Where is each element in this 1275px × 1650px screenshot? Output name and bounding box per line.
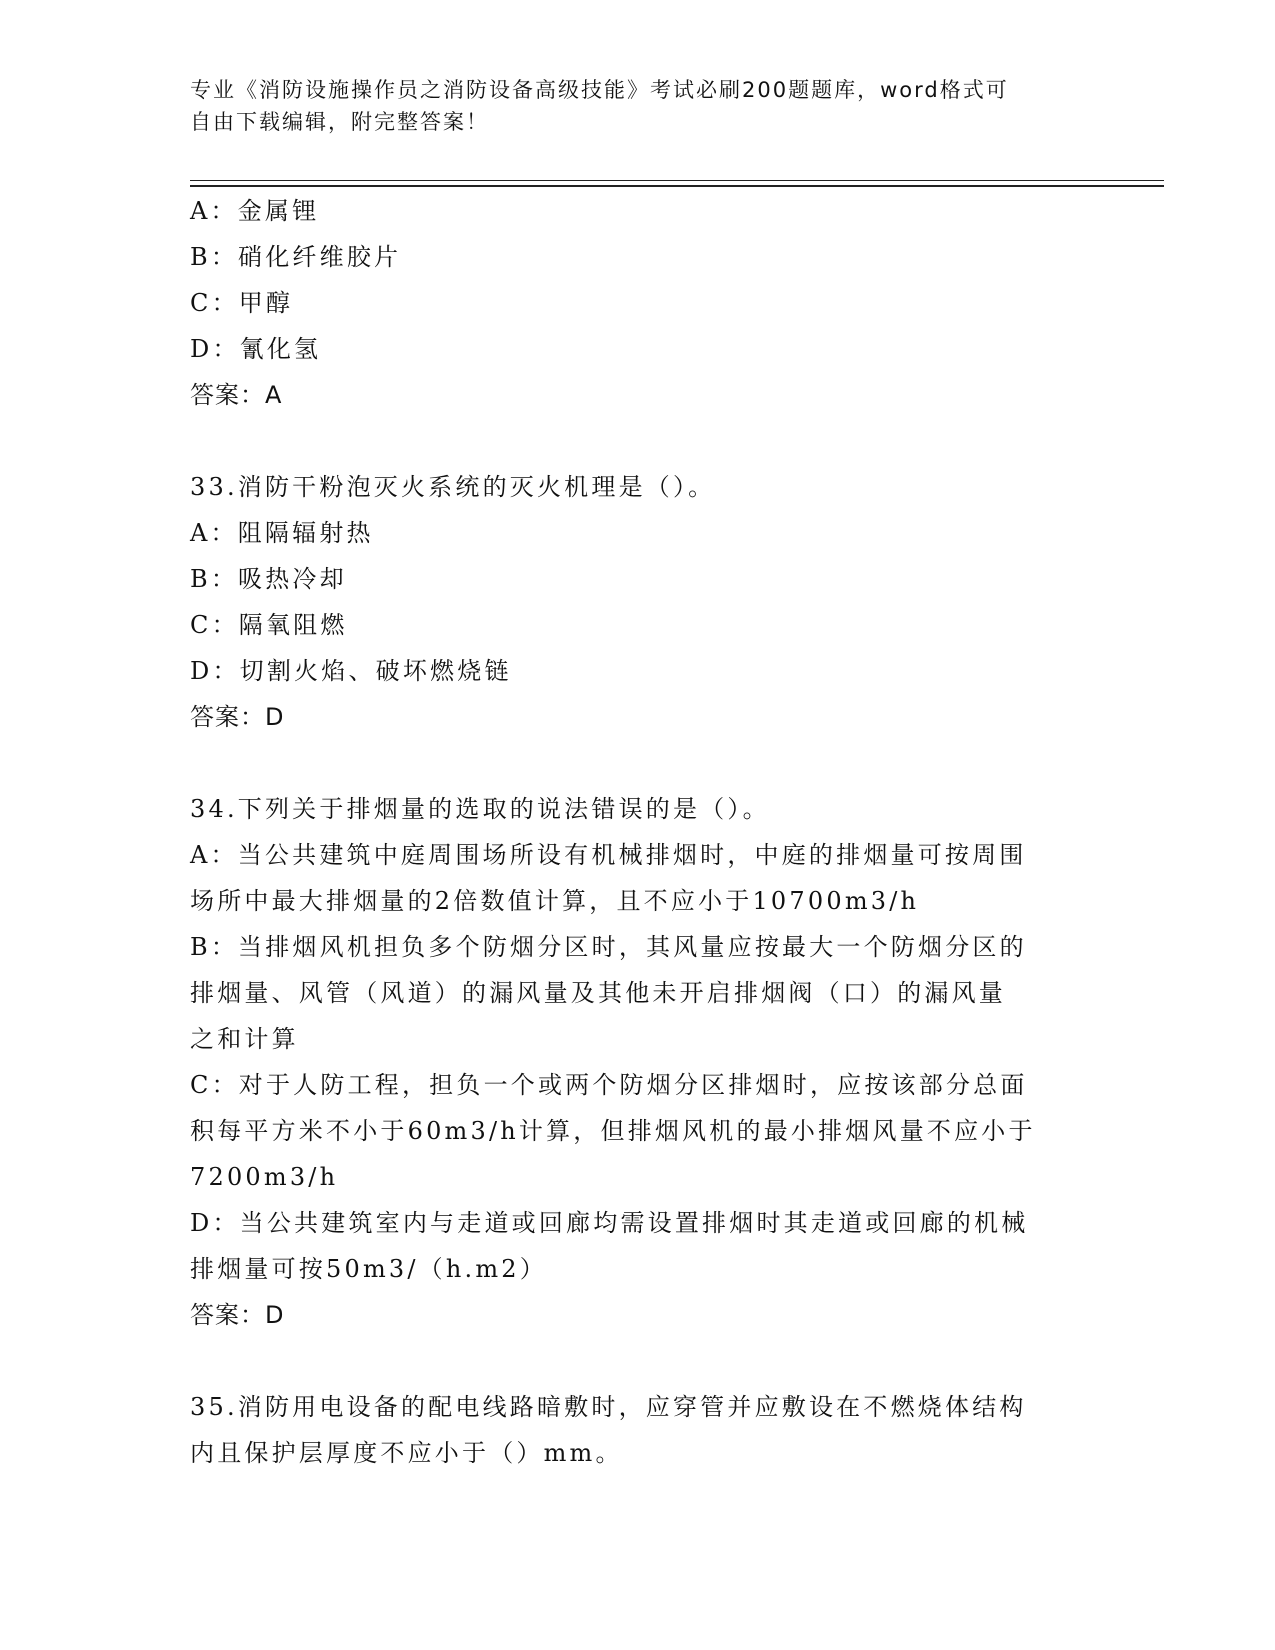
question-32 bbox=[190, 188, 1090, 418]
option-b-line-2: 排烟量、风管（风道）的漏风量及其他未开启排烟阀（口）的漏风量 bbox=[190, 979, 1006, 1007]
question-33 bbox=[190, 464, 1090, 740]
question-text-line-1: 35.消防用电设备的配电线路暗敷时，应穿管并应敷设在不燃烧体结构 bbox=[190, 1393, 1027, 1421]
option-b-line-1: B：当排烟风机担负多个防烟分区时，其风量应按最大一个防烟分区的 bbox=[190, 933, 1027, 961]
option-a-line-1: A：当公共建筑中庭周围场所设有机械排烟时，中庭的排烟量可按周围 bbox=[190, 841, 1027, 869]
header-line-2: 自由下载编辑，附完整答案！ bbox=[190, 110, 489, 134]
header-divider-thick bbox=[190, 185, 1164, 187]
option-d-line-2: 排烟量可按50m3/（h.m2） bbox=[190, 1255, 547, 1283]
header-divider-thin bbox=[190, 180, 1164, 181]
option-d-line-1: D：当公共建筑室内与走道或回廊均需设置排烟时其走道或回廊的机械 bbox=[190, 1209, 1029, 1237]
answer-line: 答案：A bbox=[190, 381, 283, 409]
option-a: A：金属锂 bbox=[190, 197, 320, 225]
question-34 bbox=[190, 786, 1090, 1338]
option-a: A：阻隔辐射热 bbox=[190, 519, 374, 547]
spacer bbox=[190, 1338, 1090, 1384]
option-b: B：吸热冷却 bbox=[190, 565, 347, 593]
option-c-line-2: 积每平方米不小于60m3/h计算，但排烟风机的最小排烟风量不应小于 bbox=[190, 1117, 1036, 1145]
option-a-line-2: 场所中最大排烟量的2倍数值计算，且不应小于10700m3/h bbox=[190, 887, 920, 915]
question-content bbox=[190, 188, 1090, 1476]
question-text: 34.下列关于排烟量的选取的说法错误的是（）。 bbox=[190, 795, 770, 823]
question-text-line-2: 内且保护层厚度不应小于（）mm。 bbox=[190, 1439, 623, 1467]
option-d: D：切割火焰、破坏燃烧链 bbox=[190, 657, 512, 685]
page-header bbox=[190, 74, 1070, 138]
question-text: 33.消防干粉泡灭火系统的灭火机理是（）。 bbox=[190, 473, 716, 501]
option-c-line-1: C：对于人防工程，担负一个或两个防烟分区排烟时，应按该部分总面 bbox=[190, 1071, 1028, 1099]
option-d: D：氰化氢 bbox=[190, 335, 322, 363]
answer-line: 答案：D bbox=[190, 703, 285, 731]
option-c-line-3: 7200m3/h bbox=[190, 1163, 339, 1191]
spacer bbox=[190, 418, 1090, 464]
spacer bbox=[190, 740, 1090, 786]
header-line-1: 专业《消防设施操作员之消防设备高级技能》考试必刷200题题库，word格式可 bbox=[190, 78, 1009, 102]
option-c: C：甲醇 bbox=[190, 289, 294, 317]
option-b: B：硝化纤维胶片 bbox=[190, 243, 402, 271]
question-35 bbox=[190, 1384, 1090, 1476]
option-b-line-3: 之和计算 bbox=[190, 1025, 299, 1053]
option-c: C：隔氧阻燃 bbox=[190, 611, 348, 639]
answer-line: 答案：D bbox=[190, 1301, 285, 1329]
